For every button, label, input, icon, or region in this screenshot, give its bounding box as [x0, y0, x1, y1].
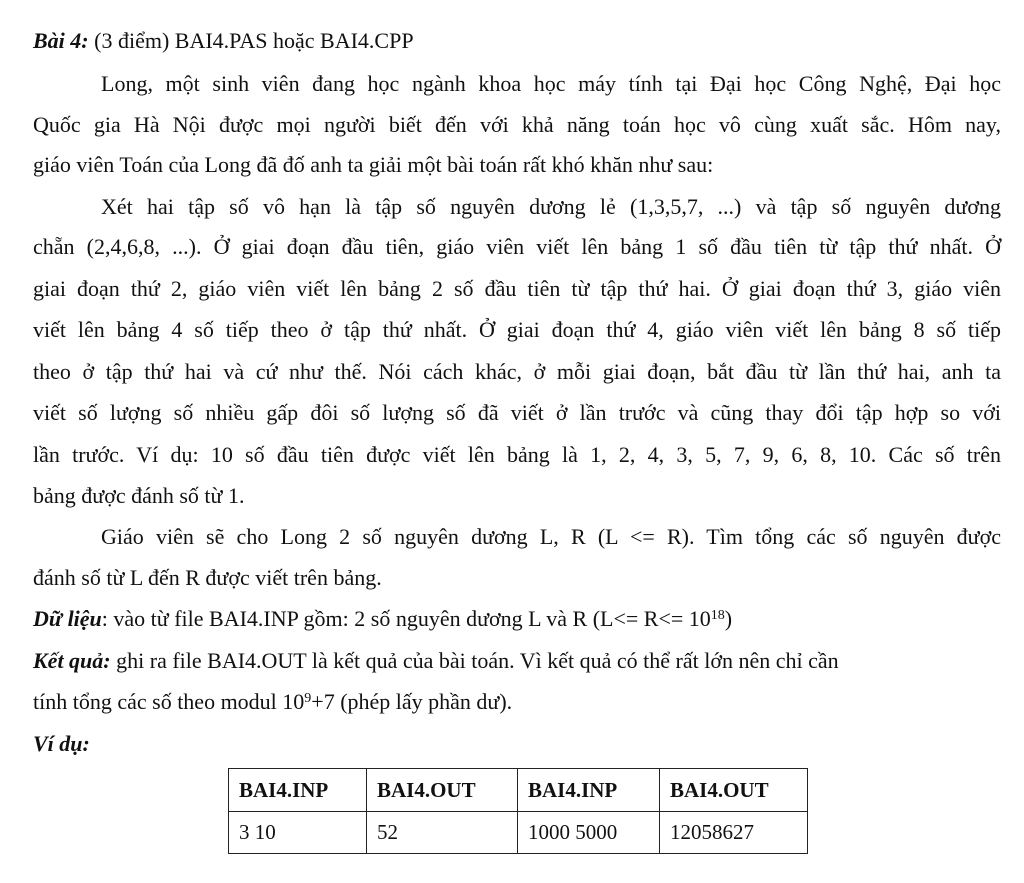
example-header-row	[229, 769, 808, 812]
header-cell: BAI4.INP	[518, 769, 660, 812]
output-section-line2	[33, 687, 1001, 717]
problem-label: Bài 4:	[33, 28, 89, 53]
input-text: : vào từ file BAI4.INP gồm: 2 số nguyên dương L và R (L<= R<= 10	[101, 606, 711, 631]
input-close: )	[724, 606, 733, 631]
statement-line: Long, một sinh viên đang học ngành khoa học máy tính tại Đại học Công Nghệ, Đại học	[101, 71, 1001, 96]
statement-line: Giáo viên sẽ cho Long 2 số nguyên dương L, R (L <= R). Tìm tổng các số nguyên được	[101, 524, 1001, 549]
data-cell: 52	[367, 812, 518, 854]
statement-line: chẵn (2,4,6,8, ...). Ở giai đoạn đầu tiên, giáo viên viết lên bảng 1 số đầu tiên từ tập thứ nhất. Ở	[33, 234, 1001, 259]
statement-line: lần trước. Ví dụ: 10 số đầu tiên được viết lên bảng là 1, 2, 4, 3, 5, 7, 9, 6, 8, 10. Các số trên	[33, 442, 1001, 467]
statement-line: bảng được đánh số từ 1.	[33, 483, 245, 508]
header-cell: BAI4.OUT	[367, 769, 518, 812]
statement-line: viết số lượng số nhiều gấp đôi số lượng số đã viết ở lần trước và cũng thay đổi tập hợp so với	[33, 400, 1001, 425]
header-cell: BAI4.INP	[229, 769, 367, 812]
data-cell: 1000 5000	[518, 812, 660, 854]
output-label: Kết quả:	[33, 648, 111, 673]
statement-line: giai đoạn thứ 2, giáo viên viết lên bảng 2 số đầu tiên từ tập thứ hai. Ở giai đoạn thứ 3, giáo viên	[33, 276, 1001, 301]
header-cell: BAI4.OUT	[660, 769, 808, 812]
problem-header	[33, 26, 1001, 56]
data-cell: 12058627	[660, 812, 808, 854]
problem-header-rest: (3 điểm) BAI4.PAS hoặc BAI4.CPP	[88, 28, 414, 53]
statement-line: giáo viên Toán của Long đã đố anh ta giải một bài toán rất khó khăn như sau:	[33, 152, 714, 177]
example-data-row	[229, 812, 808, 854]
example-table	[228, 768, 808, 854]
statement-line: Xét hai tập số vô hạn là tập số nguyên dương lẻ (1,3,5,7, ...) và tập số nguyên dương	[101, 194, 1001, 219]
statement-line: viết lên bảng 4 số tiếp theo ở tập thứ nhất. Ở giai đoạn thứ 4, giáo viên viết lên bảng 8 số tiếp	[33, 317, 1001, 342]
output-text-line2-post: +7 (phép lấy phần dư).	[311, 689, 513, 714]
output-section	[33, 646, 1001, 676]
input-label: Dữ liệu	[33, 606, 102, 631]
statement-line: Quốc gia Hà Nội được mọi người biết đến với khả năng toán học vô cùng xuất sắc. Hôm nay,	[33, 112, 1001, 137]
statement-line: đánh số từ L đến R được viết trên bảng.	[33, 565, 382, 590]
output-text-line1: ghi ra file BAI4.OUT là kết quả của bài toán. Vì kết quả có thể rất lớn nên chỉ cần	[110, 648, 839, 673]
input-exponent: 18	[710, 608, 725, 623]
output-text-line2-pre: tính tổng các số theo modul 10	[33, 689, 305, 714]
statement-line: theo ở tập thứ hai và cứ như thế. Nói cách khác, ở mỗi giai đoạn, bắt đầu từ lần thứ hai, anh ta	[33, 359, 1001, 384]
example-label: Ví dụ:	[33, 731, 90, 756]
input-section	[33, 604, 1001, 634]
data-cell: 3 10	[229, 812, 367, 854]
output-exponent: 9	[304, 691, 312, 706]
